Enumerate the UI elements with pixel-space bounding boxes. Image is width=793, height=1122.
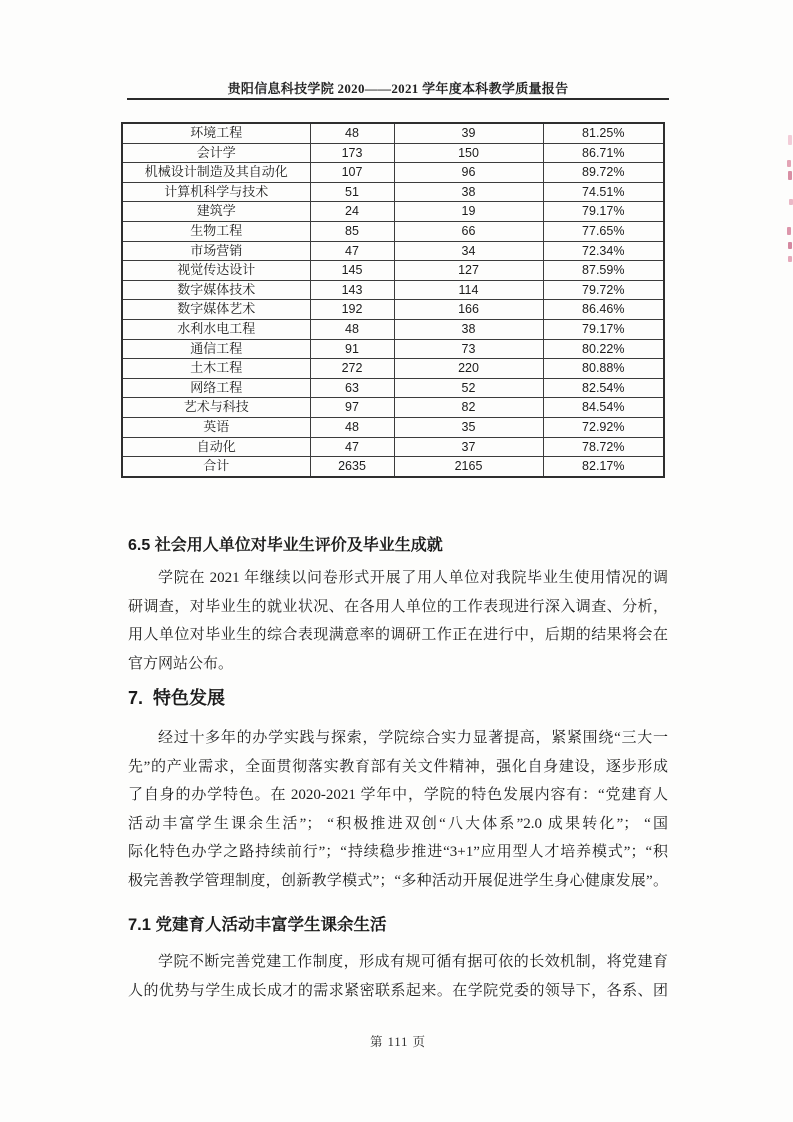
count-cell: 96 [394,163,543,183]
scan-artifact [788,242,792,249]
paragraph-6-5 [128,564,668,678]
table-row [122,123,664,143]
major-name-cell: 通信工程 [122,339,310,359]
table-row [122,319,664,339]
table-row [122,378,664,398]
count-cell: 143 [310,280,394,300]
rate-cell: 86.46% [543,300,664,320]
count-cell: 2635 [310,457,394,477]
count-cell: 37 [394,437,543,457]
rate-cell: 82.54% [543,378,664,398]
page-number-footer: 第 111 页 [369,1035,427,1049]
count-cell: 47 [310,437,394,457]
major-name-cell: 建筑学 [122,202,310,222]
paragraph-line: 际化特色办学之路持续前行”；“持续稳步推进“3+1”应用型人才培养模式”；“积 [128,844,668,861]
count-cell: 34 [394,241,543,261]
count-cell: 166 [394,300,543,320]
table-row [122,457,664,477]
count-cell: 24 [310,202,394,222]
count-cell: 39 [394,123,543,143]
rate-cell: 89.72% [543,163,664,183]
count-cell: 82 [394,398,543,418]
major-name-cell: 计算机科学与技术 [122,182,310,202]
report-header-title: 贵阳信息科技学院 2020——2021 学年度本科教学质量报告 [227,81,569,96]
rate-cell: 72.34% [543,241,664,261]
count-cell: 52 [394,378,543,398]
majors-table-body [122,123,664,477]
count-cell: 2165 [394,457,543,477]
paragraph-line: 研调查，对毕业生的就业状况、在各用人单位的工作表现进行深入调查、分析， [128,598,668,615]
paragraph-line: 活动丰富学生课余生活”； “积极推进双创“八大体系”2.0 成果转化”； “国 [128,815,668,832]
count-cell: 272 [310,359,394,379]
count-cell: 38 [394,182,543,202]
rate-cell: 79.17% [543,319,664,339]
major-name-cell: 自动化 [122,437,310,457]
major-name-cell: 英语 [122,417,310,437]
rate-cell: 80.22% [543,339,664,359]
paragraph-line: 经过十多年的办学实践与探索，学院综合实力显著提高，紧紧围绕“三大一 [158,730,668,746]
scan-artifact [788,171,792,180]
rate-cell: 84.54% [543,398,664,418]
scan-artifact [789,199,793,205]
count-cell: 220 [394,359,543,379]
major-name-cell: 合计 [122,457,310,477]
major-name-cell: 数字媒体技术 [122,280,310,300]
count-cell: 192 [310,300,394,320]
count-cell: 48 [310,417,394,437]
paragraph-line: 学院不断完善党建工作制度，形成有规可循有据可依的长效机制，将党建育 [158,954,668,970]
scan-artifact [787,160,791,167]
table-row [122,202,664,222]
count-cell: 85 [310,221,394,241]
count-cell: 107 [310,163,394,183]
table-row [122,417,664,437]
major-name-cell: 数字媒体艺术 [122,300,310,320]
table-row [122,261,664,281]
table-row [122,163,664,183]
major-name-cell: 机械设计制造及其自动化 [122,163,310,183]
table-row [122,241,664,261]
paragraph-line: 人的优势与学生成长成才的需求紧密联系起来。在学院党委的领导下，各系、团 [128,982,668,999]
table-row [122,339,664,359]
paragraph-line: 官方网站公布。 [128,655,234,672]
table-row [122,300,664,320]
count-cell: 47 [310,241,394,261]
scan-artifact [788,256,792,262]
major-name-cell: 环境工程 [122,123,310,143]
rate-cell: 74.51% [543,182,664,202]
section-heading-6-5: 6.5 社会用人单位对毕业生评价及毕业生成就 [128,537,443,554]
major-name-cell: 视觉传达设计 [122,261,310,281]
paragraph-line: 学院在 2021 年继续以问卷形式开展了用人单位对我院毕业生使用情况的调 [158,570,668,586]
rate-cell: 72.92% [543,417,664,437]
table-row [122,280,664,300]
count-cell: 63 [310,378,394,398]
table-row [122,182,664,202]
table-row [122,143,664,163]
scan-artifact [788,135,792,145]
rate-cell: 77.65% [543,221,664,241]
table-row [122,359,664,379]
section-heading-7-1: 7.1 党建育人活动丰富学生课余生活 [128,916,387,934]
scan-artifact [787,227,791,235]
count-cell: 145 [310,261,394,281]
paragraph-7 [128,724,668,896]
major-name-cell: 市场营销 [122,241,310,261]
rate-cell: 80.88% [543,359,664,379]
major-name-cell: 水利水电工程 [122,319,310,339]
major-name-cell: 生物工程 [122,221,310,241]
count-cell: 48 [310,123,394,143]
rate-cell: 78.72% [543,437,664,457]
paragraph-line: 了自身的办学特色。在 2020-2021 学年中，学院的特色发展内容有：“党建育人 [128,787,668,804]
count-cell: 19 [394,202,543,222]
count-cell: 91 [310,339,394,359]
rate-cell: 87.59% [543,261,664,281]
section-heading-7: 7. 特色发展 [128,688,226,708]
count-cell: 173 [310,143,394,163]
count-cell: 150 [394,143,543,163]
rate-cell: 79.72% [543,280,664,300]
header-rule [127,98,669,100]
rate-cell: 79.17% [543,202,664,222]
major-name-cell: 网络工程 [122,378,310,398]
paragraph-line: 先”的产业需求，全面贯彻落实教育部有关文件精神，强化自身建设，逐步形成 [128,758,668,775]
paragraph-7-1 [128,948,668,1005]
table-row [122,221,664,241]
count-cell: 73 [394,339,543,359]
major-name-cell: 会计学 [122,143,310,163]
paragraph-line: 用人单位对毕业生的综合表现满意率的调研工作正在进行中，后期的结果将会在 [128,627,668,644]
rate-cell: 81.25% [543,123,664,143]
count-cell: 35 [394,417,543,437]
paragraph-line: 极完善教学管理制度，创新教学模式”；“多种活动开展促进学生身心健康发展”。 [128,872,668,889]
majors-table [121,122,665,478]
count-cell: 127 [394,261,543,281]
count-cell: 51 [310,182,394,202]
table-row [122,437,664,457]
table-row [122,398,664,418]
count-cell: 38 [394,319,543,339]
count-cell: 114 [394,280,543,300]
major-name-cell: 土木工程 [122,359,310,379]
count-cell: 97 [310,398,394,418]
count-cell: 66 [394,221,543,241]
rate-cell: 86.71% [543,143,664,163]
rate-cell: 82.17% [543,457,664,477]
major-name-cell: 艺术与科技 [122,398,310,418]
count-cell: 48 [310,319,394,339]
